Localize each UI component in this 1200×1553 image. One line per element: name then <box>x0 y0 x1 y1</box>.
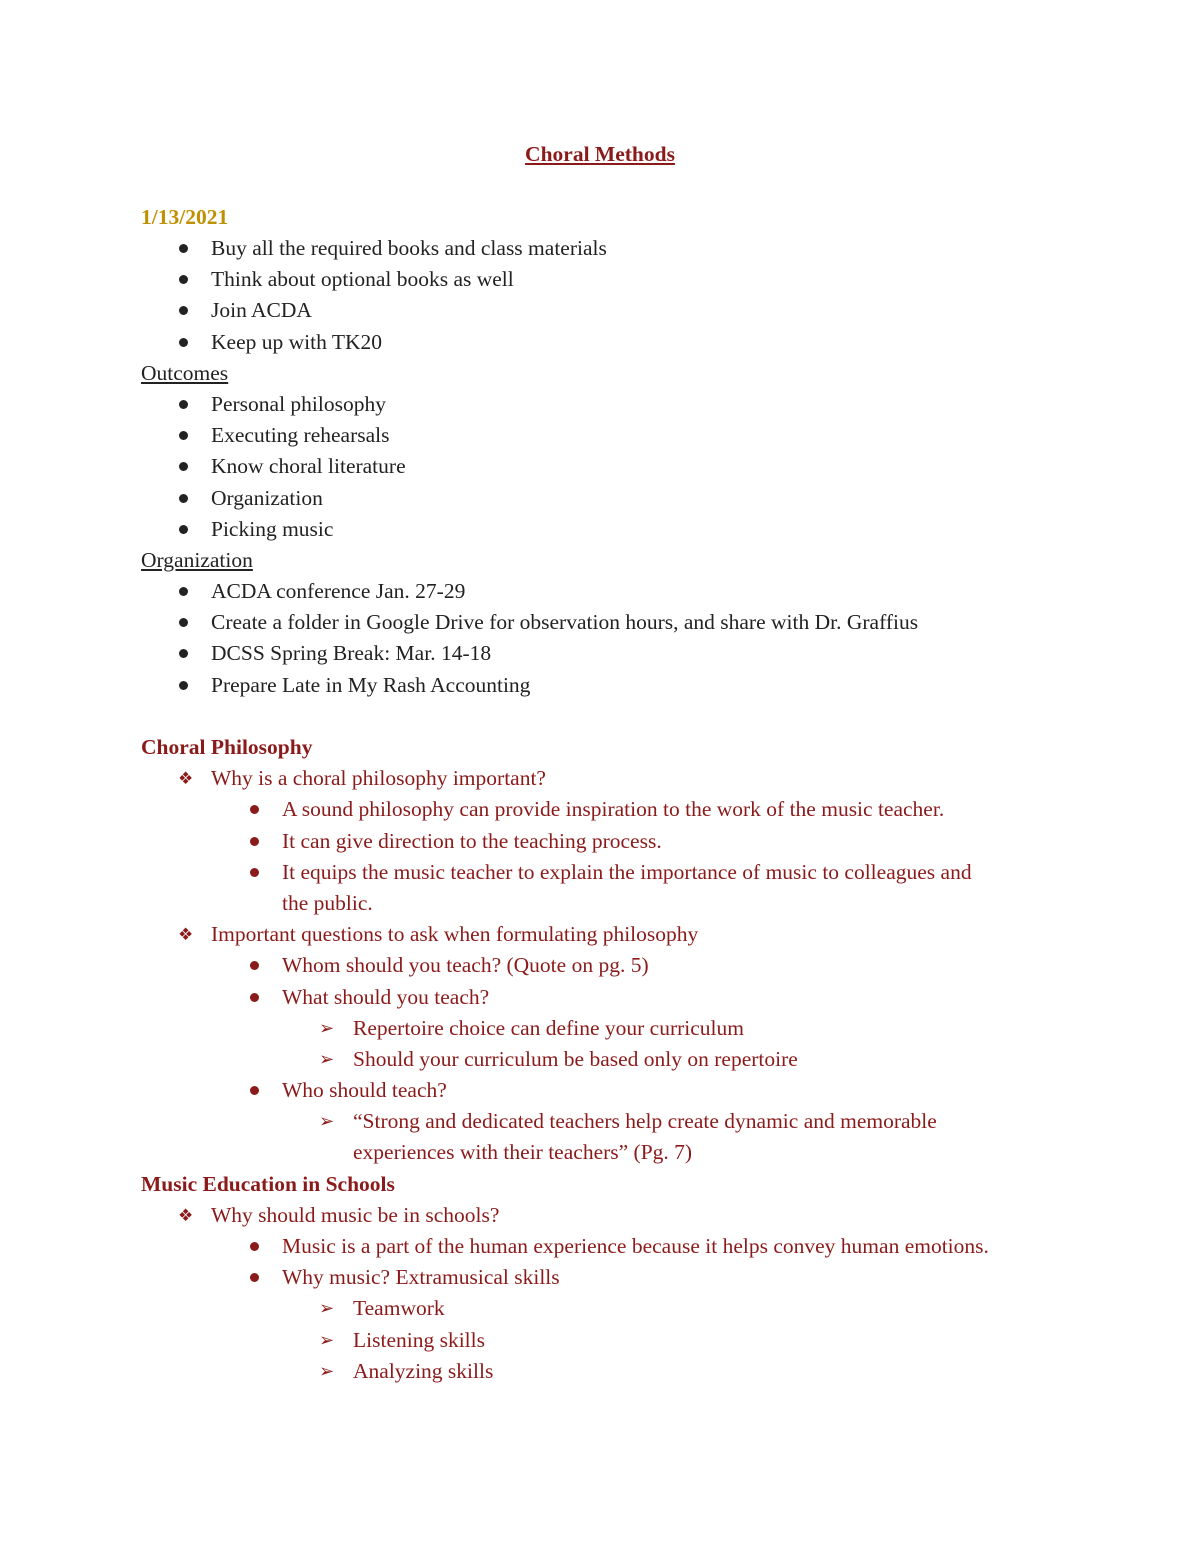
diamond-bullet-icon: ❖ <box>178 1205 194 1225</box>
list-item: Prepare Late in My Rash Accounting <box>0 670 1200 701</box>
list-item: ❖ Important questions to ask when formulating philosophy <box>0 919 1200 950</box>
arrow-bullet-icon: ➢ <box>319 1017 335 1038</box>
list-item: Personal philosophy <box>0 389 1200 420</box>
bullet-icon <box>179 587 188 596</box>
arrow-bullet-icon: ➢ <box>319 1360 335 1381</box>
list-item: It equips the music teacher to explain the importance of music to colleagues and <box>0 857 1200 888</box>
list-item: Think about optional books as well <box>0 264 1200 295</box>
bullet-icon <box>179 275 188 284</box>
list-item: Why music? Extramusical skills <box>0 1262 1200 1293</box>
diamond-bullet-icon: ❖ <box>178 925 194 945</box>
blank-line <box>0 701 1200 732</box>
list-item: ➢ Should your curriculum be based only on repertoire <box>0 1044 1200 1075</box>
section-subheading: Organization <box>141 547 253 572</box>
page-title: Choral Methods <box>525 142 675 166</box>
bullet-icon <box>250 1242 259 1251</box>
list-item: Join ACDA <box>0 295 1200 326</box>
list-item: Picking music <box>0 514 1200 545</box>
bullet-icon <box>179 400 188 409</box>
bullet-icon <box>250 1273 259 1282</box>
list-item-continuation: experiences with their teachers” (Pg. 7) <box>353 1140 693 1165</box>
list-item: Whom should you teach? (Quote on pg. 5) <box>0 950 1200 981</box>
arrow-bullet-icon: ➢ <box>319 1298 335 1319</box>
list-item: Organization <box>0 483 1200 514</box>
list-item: ➢ Listening skills <box>0 1325 1200 1356</box>
date-heading: 1/13/2021 <box>141 205 229 229</box>
bullet-icon <box>179 431 188 440</box>
list-item: ❖ Why should music be in schools? <box>0 1200 1200 1231</box>
arrow-bullet-icon: ➢ <box>319 1111 335 1132</box>
bullet-icon <box>179 649 188 658</box>
list-item: DCSS Spring Break: Mar. 14-18 <box>0 638 1200 669</box>
section-subheading: Outcomes <box>141 360 229 385</box>
list-item: Know choral literature <box>0 451 1200 482</box>
bullet-icon <box>179 525 188 534</box>
diamond-bullet-icon: ❖ <box>178 769 194 789</box>
notes-body <box>0 233 1200 1387</box>
section-heading: Music Education in Schools <box>141 1171 395 1196</box>
list-item: Music is a part of the human experience because it helps convey human emotions. <box>0 1231 1200 1262</box>
bullet-icon <box>179 338 188 347</box>
bullet-icon <box>250 1086 259 1095</box>
list-item-continuation: the public. <box>282 890 373 915</box>
bullet-icon <box>179 681 188 690</box>
list-item: ACDA conference Jan. 27-29 <box>0 576 1200 607</box>
bullet-icon <box>179 462 188 471</box>
bullet-icon <box>250 993 259 1002</box>
bullet-icon <box>179 494 188 503</box>
bullet-icon <box>179 306 188 315</box>
list-item: Create a folder in Google Drive for observation hours, and share with Dr. Graffius <box>0 607 1200 638</box>
bullet-icon <box>179 618 188 627</box>
section-heading: Choral Philosophy <box>141 735 313 759</box>
list-item: ➢ Repertoire choice can define your curriculum <box>0 1013 1200 1044</box>
arrow-bullet-icon: ➢ <box>319 1329 335 1350</box>
list-item: ➢ “Strong and dedicated teachers help create dynamic and memorable <box>0 1106 1200 1137</box>
arrow-bullet-icon: ➢ <box>319 1048 335 1069</box>
list-item: Keep up with TK20 <box>0 327 1200 358</box>
list-item: Executing rehearsals <box>0 420 1200 451</box>
list-item: Buy all the required books and class materials <box>0 233 1200 264</box>
bullet-icon <box>250 837 259 846</box>
list-item: ➢ Analyzing skills <box>0 1356 1200 1387</box>
bullet-icon <box>179 244 188 253</box>
bullet-icon <box>250 805 259 814</box>
bullet-icon <box>250 868 259 877</box>
bullet-icon <box>250 961 259 970</box>
list-item: It can give direction to the teaching process. <box>0 826 1200 857</box>
list-item: ➢ Teamwork <box>0 1293 1200 1324</box>
list-item: What should you teach? <box>0 982 1200 1013</box>
list-item: A sound philosophy can provide inspiration to the work of the music teacher. <box>0 794 1200 825</box>
list-item: ❖ Why is a choral philosophy important? <box>0 763 1200 794</box>
list-item: Who should teach? <box>0 1075 1200 1106</box>
